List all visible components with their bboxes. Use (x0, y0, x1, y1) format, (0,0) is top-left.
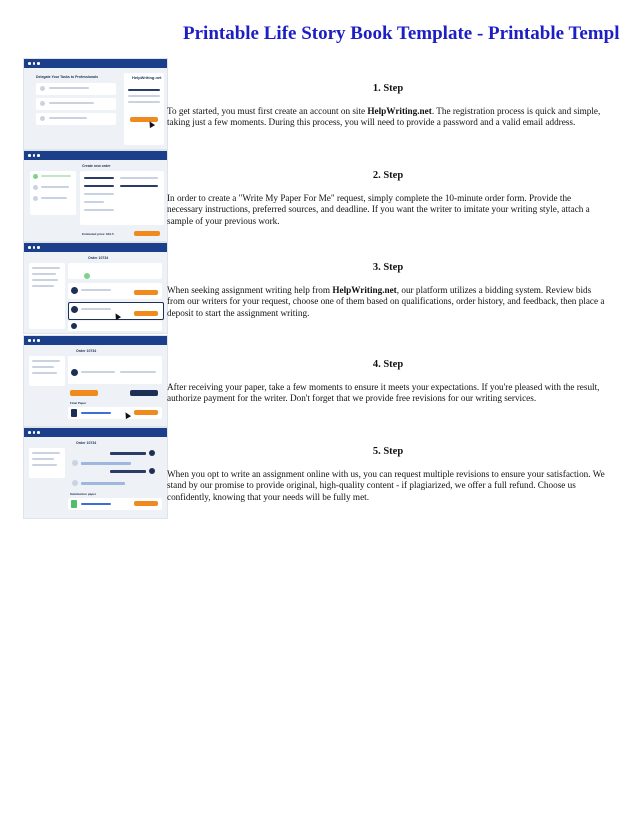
step-1-screenshot (23, 58, 168, 150)
step-2-screenshot (23, 150, 168, 242)
step-text: When seeking assignment writing help from HelpWriting.net, our platform utilizes a bidding system. Review bids from our writers for your request, choose one of them based on qualifications, order history, and feedback, then place a deposit to start the assignment writing. (167, 285, 605, 318)
step-text: After receiving your paper, take a few moments to ensure it meets your expectations. If you're pleased with the result, authorize payment for the writer. Don't forget that we provide free revisions for our writing services. (167, 382, 600, 404)
step-text: In order to create a "Write My Paper For Me" request, simply complete the 10-minute order form. Provide the necessary instructions, preferred sources, and deadline. If you want the writer to imitate your writing style, attach a sample of your previous work. (167, 193, 590, 226)
step-5-screenshot (23, 427, 168, 519)
screenshot-heading: Create new order (82, 164, 111, 168)
step-2 (167, 170, 609, 227)
step-text: When you opt to write an assignment online with us, you can request multiple revisions to ensure your satisfaction. We stand by our promise to provide original, high-quality content - if plagiarized, we offer a full refund. Choose us confidently, knowing that your needs will be fully met. (167, 469, 605, 502)
window-titlebar (24, 336, 167, 345)
release-payment-button (70, 390, 98, 396)
download-button (134, 410, 158, 415)
site-link[interactable]: HelpWriting.net (367, 106, 432, 116)
step-heading: 3. Step (372, 262, 404, 273)
hire-writer-button (134, 290, 158, 295)
screenshot-heading: Delegate Your Tasks to Professionals (36, 75, 99, 79)
step-heading: 5. Step (372, 446, 404, 457)
document-icon (71, 409, 77, 417)
window-titlebar (24, 243, 167, 252)
page-title: Printable Life Story Book Template - Printable Templ (183, 23, 620, 44)
estimated-price: Estimated price: $10.5 (82, 232, 114, 236)
step-5 (167, 446, 609, 503)
create-account-button (130, 117, 158, 122)
window-titlebar (24, 428, 167, 437)
step-heading: 2. Step (372, 170, 404, 181)
step-4 (167, 359, 609, 405)
screenshot-heading: Order 10734 (76, 349, 97, 353)
document-icon (71, 500, 77, 508)
step-3-screenshot (23, 242, 168, 334)
step-4-screenshot (23, 335, 168, 427)
hire-writer-button (134, 311, 158, 316)
next-step-button (134, 231, 160, 236)
site-logo: HelpWriting.net (132, 75, 162, 80)
window-titlebar (24, 151, 167, 160)
satisfaction-paper-label: Satisfaction paper (70, 492, 97, 496)
download-button (134, 501, 158, 506)
site-link[interactable]: HelpWriting.net (332, 285, 397, 295)
screenshot-heading: Order 10734 (88, 256, 109, 260)
final-paper-label: Final Paper (70, 401, 87, 405)
step-heading: 4. Step (372, 359, 404, 370)
ask-revision-button (130, 390, 158, 396)
screenshot-heading: Order 10734 (76, 441, 97, 445)
step-text: To get started, you must first create an account on site HelpWriting.net. The registration process is quick and simple, taking just a few moments. During this process, you will need to provide a password and a valid email address. (167, 106, 601, 128)
step-heading: 1. Step (372, 83, 404, 94)
window-titlebar (24, 59, 167, 68)
step-1 (167, 83, 609, 129)
step-3 (167, 262, 609, 319)
